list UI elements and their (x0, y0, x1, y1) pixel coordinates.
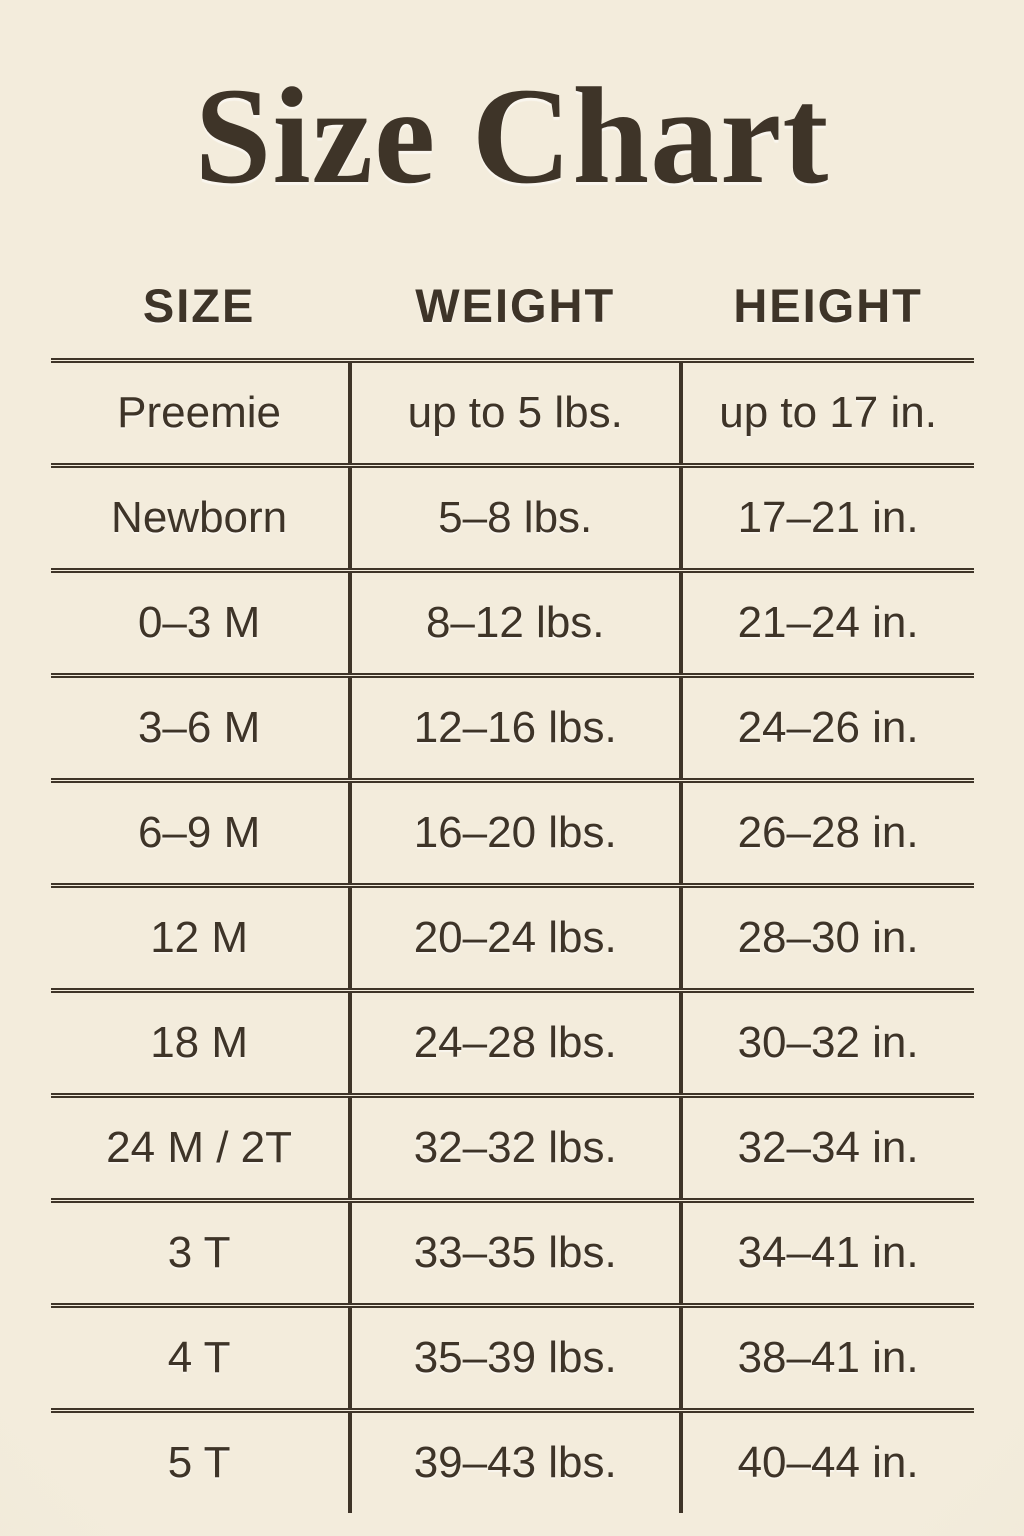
cell-height: 34–41 in. (737, 1228, 919, 1277)
cell-size: Preemie (117, 388, 282, 437)
table-row (51, 358, 974, 463)
cell-weight: 12–16 lbs. (348, 678, 683, 778)
cell-height: up to 17 in. (719, 388, 937, 437)
cell-size: 5 T (167, 1438, 231, 1487)
cell-height: 24–26 in. (737, 703, 919, 752)
cell-weight: 32–32 lbs. (348, 1098, 683, 1198)
column-header-height: HEIGHT (733, 278, 923, 332)
cell-weight: 35–39 lbs. (348, 1308, 683, 1408)
cell-weight: 5–8 lbs. (348, 468, 683, 568)
cell-size: 3–6 M (137, 703, 261, 752)
size-table (51, 252, 974, 1513)
column-header-weight: WEIGHT (415, 278, 616, 332)
cell-size: Newborn (111, 493, 288, 542)
table-header-row (51, 252, 974, 358)
table-row (51, 568, 974, 673)
cell-size: 3 T (167, 1228, 231, 1277)
cell-weight: 24–28 lbs. (348, 993, 683, 1093)
table-row (51, 883, 974, 988)
cell-height: 28–30 in. (737, 913, 919, 962)
table-row (51, 1198, 974, 1303)
cell-size: 24 M / 2T (106, 1123, 293, 1172)
cell-height: 38–41 in. (737, 1333, 919, 1382)
cell-weight: 39–43 lbs. (348, 1413, 683, 1513)
cell-height: 26–28 in. (737, 808, 919, 857)
page-title: Size Chart (194, 59, 830, 212)
cell-size: 6–9 M (137, 808, 261, 857)
cell-weight: 33–35 lbs. (348, 1203, 683, 1303)
cell-height: 40–44 in. (737, 1438, 919, 1487)
table-row (51, 463, 974, 568)
column-header-size: SIZE (142, 278, 256, 332)
cell-size: 4 T (167, 1333, 231, 1382)
cell-size: 18 M (150, 1018, 249, 1067)
cell-height: 32–34 in. (737, 1123, 919, 1172)
table-row (51, 673, 974, 778)
cell-size: 12 M (150, 913, 249, 962)
table-row (51, 988, 974, 1093)
cell-weight: up to 5 lbs. (348, 363, 683, 463)
table-row (51, 1093, 974, 1198)
table-row (51, 1303, 974, 1408)
table-row (51, 778, 974, 883)
cell-height: 21–24 in. (737, 598, 919, 647)
cell-height: 30–32 in. (737, 1018, 919, 1067)
table-row (51, 1408, 974, 1513)
cell-weight: 20–24 lbs. (348, 888, 683, 988)
cell-weight: 16–20 lbs. (348, 783, 683, 883)
cell-height: 17–21 in. (737, 493, 919, 542)
cell-size: 0–3 M (137, 598, 261, 647)
cell-weight: 8–12 lbs. (348, 573, 683, 673)
